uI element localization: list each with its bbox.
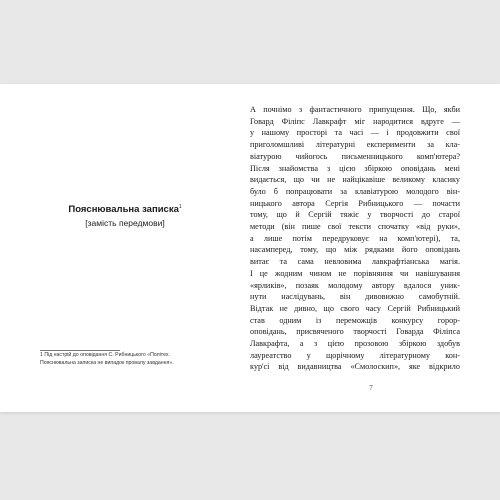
footnote-marker: 1 [178,204,182,210]
text-line: став одним із переможців конкурсу горор- [250,315,460,325]
book-spread [0,84,500,412]
body-text [250,104,460,373]
text-line: методи (він пише свої тексти спочатку «від руки», [250,222,460,232]
chapter-title [0,204,250,215]
text-line: приголомшливі літературні експерименти за кла- [250,140,460,150]
left-page [0,84,240,412]
chapter-title-text: Пояснювальна записка [68,204,179,216]
text-line: ницького автора Сергія Рибницького — почасти [250,198,460,208]
text-line: нути наслідувань, він дивовижно самобутній. [250,292,460,302]
text-line: насамперед, тому, що між рядками його оповідань [250,245,460,255]
text-line: видається, що чи не найцікавіше великому класику [250,175,460,185]
text-line: лауреатство у щорічному літературному кон- [250,350,460,360]
page-number: 7 [369,384,373,392]
text-line: у нашому просторі та часі — і продовжити свої [250,128,460,138]
text-line: оповідань, присвяченого творчості Говарда Філіпса [250,327,460,337]
footnote-line: Пояснювальна записка не випадок провалу завдання». [40,359,174,366]
text-line: І це жодним чином не порівняння чи навішування [250,268,460,278]
text-line: «ярликів», позаяк молодому автору вдалося уник- [250,280,460,290]
text-line: віатурою чийогось письменницького комп'ютера? [250,151,460,161]
text-line: витає та сама невловима лавкрафтіанська магія. [250,257,460,267]
text-line: Говард Філіпс Лавкрафт міг народитися вдруге — [250,116,460,126]
text-line: Після знайомства з цією збіркою оповідань мені [250,163,460,173]
right-page [250,84,500,412]
text-line: кур'сі від видавництва «Смолоскип», яке відкрило [250,362,460,372]
footnote [40,352,240,367]
text-line: а лише потім передруковує на комп'ютері), та, [250,233,460,243]
text-line: А почнімо з фантастичного припущення. Що, якби [250,105,460,114]
text-line: Відтак не дивно, що свого часу Сергій Рибницький [250,303,460,313]
text-line: було б попрацювати за клавіатурою молодого він- [250,186,460,196]
text-line: тому, що й Сергій тяжіє у творчості до старої [250,210,460,220]
text-line: Лавкрафта, а з цією прозовою збіркою здобув [250,339,460,349]
footnote-divider [40,350,120,351]
chapter-subtitle: [замість передмови] [85,218,165,228]
footnote-line: 1 Під настрій до оповідання С. Рибницького «Політех. [40,352,170,358]
